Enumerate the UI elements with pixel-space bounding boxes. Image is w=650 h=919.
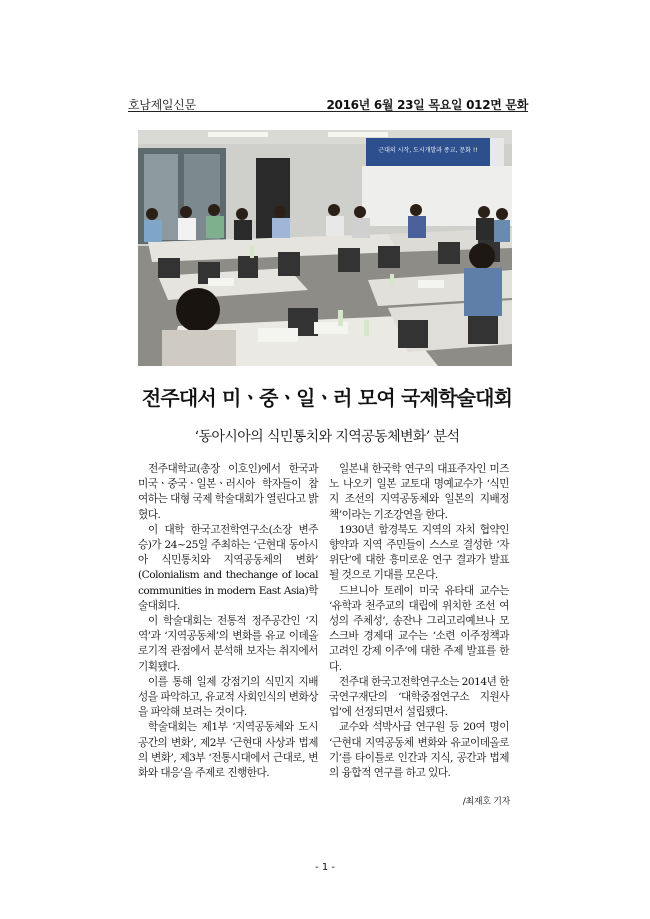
paragraph: 학술대회는 제1부 ‘지역공동체와 도시공간의 변화’, 제2부 ‘근현대 사상과 법제의 변화’, 제3부 ‘전통시대에서 근대로, 변화와 대응’을 주제로 진행한다. — [138, 721, 318, 780]
reporter-byline: /최재호 기자 — [462, 797, 510, 807]
article-column-left — [138, 462, 318, 781]
conference-photo-illustration — [138, 130, 512, 366]
page-number: - 1 - — [315, 862, 335, 873]
article-column-right — [329, 462, 509, 781]
paragraph: 이 대학 한국고전학연구소(소장 변주승)가 24~25일 주최하는 ‘근현대 동아시아 식민통치와 지역공동체의 변화’ (Colonialism and thechange of local communities in modern East Asia)학술대회다. — [138, 523, 318, 612]
paragraph: 전주대학교(총장 이호인)에서 한국과 미국ㆍ중국ㆍ일본ㆍ러시아 학자들이 참여하는 대형 국제 학술대회가 열린다고 밝혔다. — [138, 463, 318, 521]
newspaper-name: 호남제일신문 — [128, 98, 196, 112]
paragraph: 드브니아 토레이 미국 유타대 교수는 ‘유학과 천주교의 대립에 위치한 조선 여성의 주체성’, 송잔나 그리고리예브나 모스크바 경제대 교수는 ‘소련 이주정책과 고려인 강제 이주’에 대한 주제 발표를 한다. — [329, 584, 509, 673]
paragraph: 전주대 한국고전학연구소는 2014년 한국연구재단의 ‘대학중점연구소 지원사업’에 선정되면서 설립됐다. — [329, 675, 509, 719]
header-rule — [128, 111, 528, 112]
banner-text: 근대의 시작, 도시개발과 종교, 문화 !! — [378, 147, 478, 154]
article-subheadline: ‘동아시아의 식민통치와 지역공동체변화’ 분석 — [194, 429, 460, 445]
paragraph: 교수와 석박사급 연구원 등 20여 명이 ‘근현대 지역공동체 변화와 유교이데올로기’를 타이틀로 인간과 지식, 공간과 법제의 융합적 연구를 하고 있다. — [329, 721, 509, 780]
paragraph: 이를 통해 일제 강점기의 식민지 지배성을 파악하고, 유교적 사회인식의 변화상을 파악해 보려는 것이다. — [138, 675, 318, 719]
publication-date: 2016년 6월 23일 목요일 012면 문화 — [326, 98, 528, 112]
paragraph: 이 학술대회는 전통적 정주공간인 ‘지역’과 ‘지역공동체’의 변화를 유교 이데올로기적 관점에서 분석해 보자는 취지에서 기획됐다. — [138, 615, 318, 673]
article-photo — [138, 130, 512, 366]
paragraph: 일본내 한국학 연구의 대표주자인 미즈노 나오키 일본 교토대 명예교수가 ‘식민지 조선의 지역공동체와 일본의 지배정책’이라는 기조강연을 한다. — [329, 463, 509, 521]
paragraph: 1930년 함경북도 지역의 자치 협약인 향약과 지역 주민들이 스스로 결성한 ‘자위단’에 대한 흥미로운 연구 결과가 발표될 것으로 기대를 모은다. — [329, 523, 509, 582]
article-headline: 전주대서 미ㆍ중ㆍ일ㆍ러 모여 국제학술대회 — [141, 386, 513, 410]
